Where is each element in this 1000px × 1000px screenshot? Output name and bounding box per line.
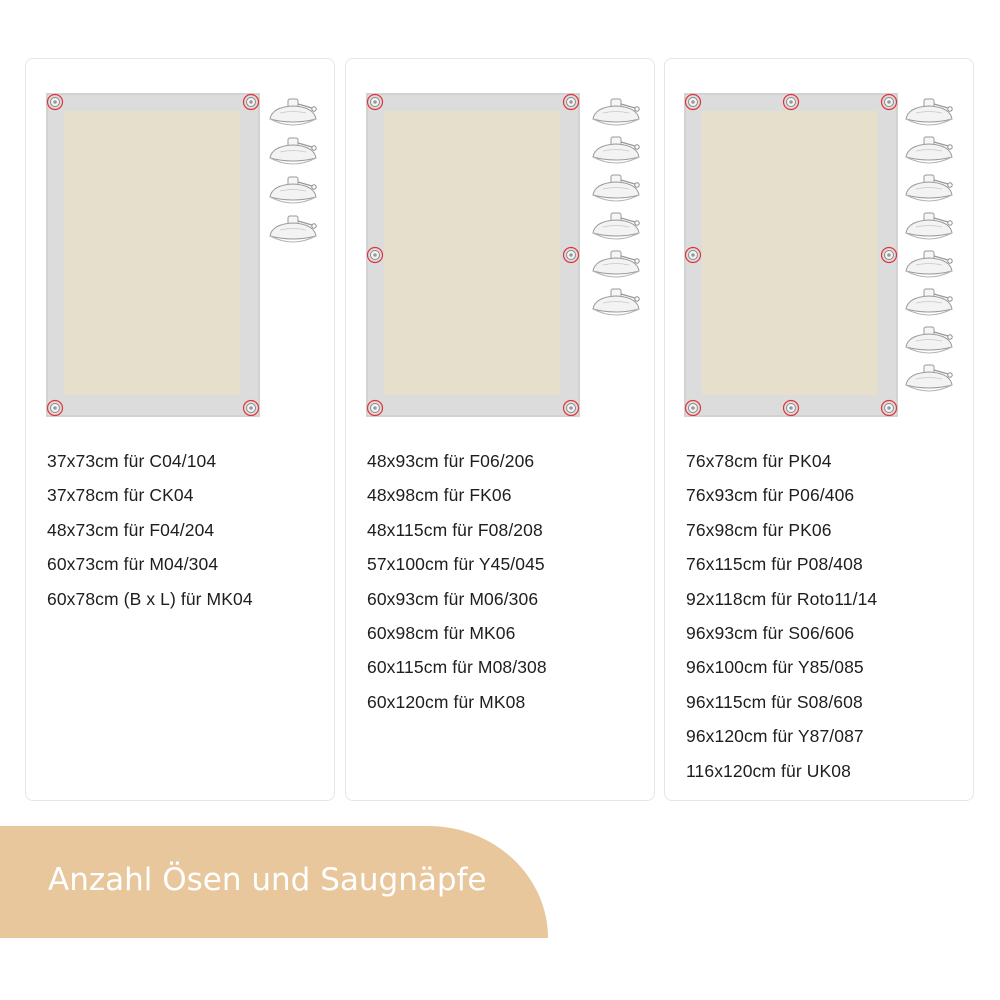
- size-item: 60x93cm für M06/306: [367, 588, 539, 609]
- blind-illustration: [366, 93, 580, 417]
- product-card-4-eyelets: [25, 58, 335, 801]
- suction-cup-icon: [270, 99, 316, 125]
- size-item: 92x118cm für Roto11/14: [686, 588, 878, 609]
- suction-cups-column: [589, 93, 649, 323]
- size-item: 37x73cm für C04/104: [47, 451, 217, 471]
- suction-cup-icon: [906, 99, 952, 125]
- blind-illustration: [684, 93, 898, 417]
- size-item: 76x98cm für PK06: [686, 519, 832, 540]
- size-item: 76x93cm für P06/406: [686, 485, 855, 506]
- size-list: [686, 444, 877, 788]
- size-item: 60x115cm für M08/308: [367, 657, 547, 678]
- suction-cup-icon: [593, 251, 639, 277]
- size-item: 37x78cm für CK04: [47, 485, 194, 506]
- suction-cup-icon: [593, 213, 639, 239]
- size-item: 60x120cm für MK08: [367, 691, 526, 712]
- suction-cup-icon: [270, 216, 316, 242]
- suction-cup-icon: [906, 251, 952, 277]
- blind-illustration: [46, 93, 260, 417]
- size-item: 96x93cm für S06/606: [686, 622, 855, 643]
- suction-cup-icon: [906, 289, 952, 315]
- size-item: 76x78cm für PK04: [686, 451, 832, 471]
- suction-cups-column: [266, 93, 326, 253]
- size-list: [367, 444, 547, 719]
- size-item: 48x93cm für F06/206: [367, 451, 535, 471]
- size-item: 76x115cm für P08/408: [686, 554, 863, 575]
- suction-cup-icon: [906, 175, 952, 201]
- product-card-6-eyelets: [345, 58, 655, 801]
- suction-cup-icon: [593, 99, 639, 125]
- suction-cup-icon: [270, 177, 316, 203]
- size-item: 48x115cm für F08/208: [367, 519, 543, 540]
- size-item: 116x120cm für UK08: [686, 760, 851, 781]
- size-item: 48x73cm für F04/204: [47, 519, 215, 540]
- size-item: 96x115cm für S08/608: [686, 691, 863, 712]
- size-item: 48x98cm für FK06: [367, 485, 512, 506]
- suction-cup-icon: [593, 289, 639, 315]
- size-item: 57x100cm für Y45/045: [367, 554, 545, 575]
- size-item: 96x120cm für Y87/087: [686, 726, 864, 747]
- suction-cup-icon: [270, 138, 316, 164]
- product-card-8-eyelets: [664, 58, 974, 801]
- suction-cup-icon: [906, 365, 952, 391]
- size-item: 60x78cm (B x L) für MK04: [47, 588, 253, 609]
- suction-cup-icon: [593, 137, 639, 163]
- banner-title: Anzahl Ösen und Saugnäpfe: [48, 862, 487, 898]
- suction-cup-icon: [593, 175, 639, 201]
- suction-cup-icon: [906, 327, 952, 353]
- size-list: [47, 444, 253, 616]
- size-item: 60x73cm für M04/304: [47, 554, 219, 575]
- size-item: 96x100cm für Y85/085: [686, 657, 864, 678]
- size-item: 60x98cm für MK06: [367, 622, 516, 643]
- suction-cup-icon: [906, 213, 952, 239]
- suction-cups-column: [902, 93, 962, 403]
- suction-cup-icon: [906, 137, 952, 163]
